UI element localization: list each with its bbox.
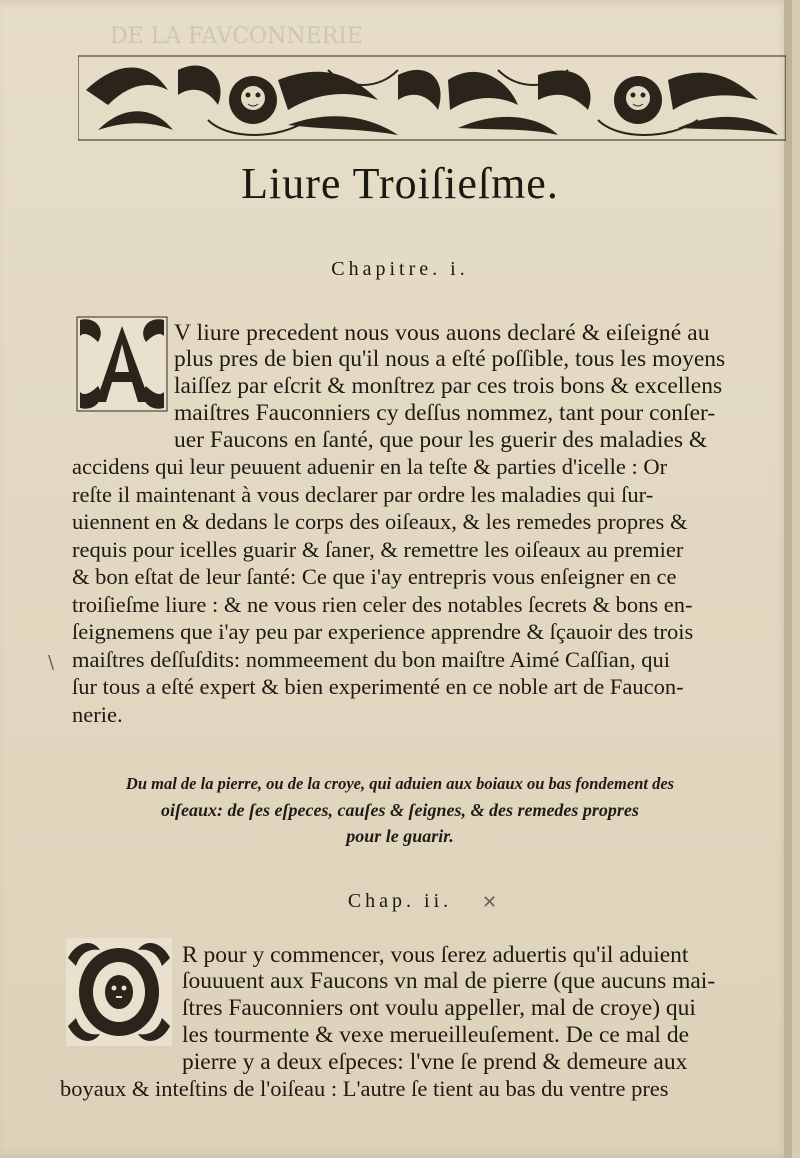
text-line: pierre y a deux eſpeces: l'vne ſe prend & demeure aux <box>182 1049 688 1075</box>
text-line: uiennent en & dedans le corps des oiſeaux, & les remedes propres & <box>72 509 688 534</box>
text-line: V liure precedent nous vous auons declaré & eiſeigné au <box>174 320 710 346</box>
pencil-mark-x: ✕ <box>482 892 498 913</box>
text-line: ſouuuent aux Faucons vn mal de pierre (que aucuns mai- <box>182 968 716 994</box>
text-line: boyaux & inteſtins de l'oiſeau : L'autre ſe tient au bas du ventre pres <box>60 1076 669 1101</box>
text-line: R pour y commencer, vous ſerez aduertis qu'il aduient <box>182 942 689 968</box>
text-line: uer Faucons en ſanté, que pour les guerir des maladies & <box>174 427 708 453</box>
drop-cap-a-ornament <box>76 316 168 412</box>
text-line: troiſieſme liure : & ne vous rien celer des notables ſecrets & bons en- <box>72 592 693 617</box>
chapter-1-heading: Chapitre. i. <box>331 258 469 280</box>
drop-cap-o-ornament <box>66 938 172 1046</box>
section-title-line: pour le guarir. <box>346 826 454 846</box>
text-line: requis pour icelles guarir & ſaner, & remettre les oiſeaux au premier <box>72 537 684 562</box>
text-line: reſte il maintenant à vous declarer par ordre les maladies qui ſur- <box>72 482 654 507</box>
show-through-text: DE LA FAVCONNERIE <box>110 24 363 49</box>
text-line: laiſſez par eſcrit & monſtrez par ces trois bons & excellens <box>174 373 723 399</box>
chapter-2-heading: Chap. ii. <box>347 890 453 912</box>
text-line: les tourmente & vexe merueilleuſement. De ce mal de <box>182 1022 690 1048</box>
text-line: plus pres de bien qu'il nous a eſté poſſible, tous les moyens <box>174 346 726 372</box>
text-line: ſeignemens que i'ay peu par experience apprendre & ſçauoir des trois <box>72 619 694 644</box>
text-line: maiſtres Fauconniers cy deſſus nommez, tant pour conſer- <box>174 400 716 426</box>
book-title: Liure Troiſieſme. <box>241 159 559 208</box>
text-line: accidens qui leur peuuent aduenir en la teſte & parties d'icelle : Or <box>72 454 668 479</box>
text-line: & bon eſtat de leur ſanté: Ce que i'ay entrepris vous enſeigner en ce <box>72 564 677 589</box>
text-line: ſur tous a eſté expert & bien experimenté en ce noble art de Faucon- <box>72 674 684 699</box>
margin-annotation-mark: \ <box>48 652 55 673</box>
headpiece-ornament <box>78 50 786 148</box>
section-title-line: Du mal de la pierre, ou de la croye, qui aduien aux boiaux ou bas fondement des <box>125 774 675 793</box>
text-line: nerie. <box>72 702 123 727</box>
text-line: maiſtres deſſuſdits: nommeement du bon maiſtre Aimé Caſſian, qui <box>72 647 671 672</box>
text-line: ſtres Fauconniers ont voulu appeller, mal de croye) qui <box>182 995 696 1021</box>
section-title-line: oiſeaux: de ſes eſpeces, cauſes & ſeignes, & des remedes propres <box>161 800 639 820</box>
